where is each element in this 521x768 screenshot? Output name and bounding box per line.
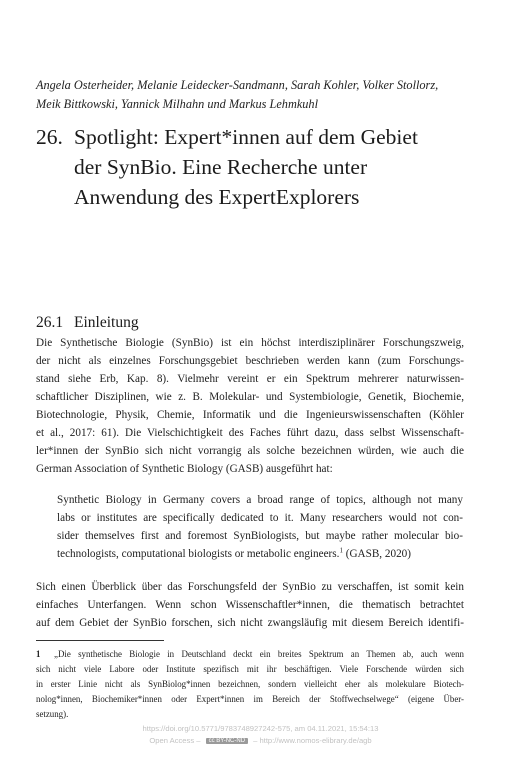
author-line: Angela Osterheider, Melanie Leidecker-Sandmann, Sarah Kohler, Volker Stollorz, [36, 78, 439, 92]
open-access-label: Open Access – [149, 736, 201, 745]
paragraph-overview [36, 578, 464, 632]
footnote-line: in erster Linie nicht als SynBiolog*innen bezeichnen, sondern vielleicht eher als molekulare Biotech- [36, 679, 464, 689]
section-title: Einleitung [74, 314, 139, 331]
text-line: einfaches Unterfangen. Wenn schon Wissenschaftler*innen, die thematisch betrachtet [36, 599, 464, 611]
cc-license-icon[interactable]: cc BY-NC-ND [206, 738, 248, 744]
section-heading [36, 313, 139, 333]
footnote-reference[interactable]: 1 [339, 546, 343, 555]
text-line: auf dem Gebiet der SynBio forschen, sich nicht zwangsläufig mit diesem Bereich identifi- [36, 617, 464, 629]
chapter-number: 26. [36, 125, 63, 149]
text-line: Biotechnologie, Physik, Chemie, Informatik und die Ingenieurswissenschaften (Köhler [36, 409, 464, 421]
quote-text: technologists, computational biologists or metabolic engineers. [57, 548, 340, 560]
quote-line: Synthetic Biology in Germany covers a broad range of topics, although not many [57, 494, 463, 506]
footer-license [0, 736, 521, 745]
quote-line-last [57, 545, 463, 563]
footnote-mark: 1 [36, 649, 41, 659]
footnote-line: nolog*innen, Biochemiker*innen oder Expert*innen im Bereich der Stoffwechselwege“ (eigene Über- [36, 694, 464, 704]
footnote-line [36, 647, 464, 662]
footer-doi[interactable]: https://doi.org/10.5771/9783748927242-575, am 04.11.2021, 15:54:13 [142, 724, 379, 733]
text-line: der nicht als einzelnes Forschungsgebiet beschrieben werden kann (zum Forschungs- [36, 355, 464, 367]
quote-citation: (GASB, 2020) [342, 548, 411, 560]
quote-line: sider themselves first and foremost SynBiologists, but maybe rather molecular bio- [57, 530, 463, 542]
paragraph-intro [36, 334, 464, 478]
chapter-title-line: der SynBio. Eine Recherche unter [74, 155, 368, 179]
chapter-title-line: Spotlight: Expert*innen auf dem Gebiet [74, 125, 418, 149]
footnote-first-line: „Die synthetische Biologie in Deutschland deckt ein breites Spektrum an Themen ab, auch wenn [54, 649, 464, 659]
text-line: et al., 2017: 61). Die Vielschichtigkeit des Faches führt dazu, dass selbst Wissenschaft- [36, 427, 464, 439]
text-line: German Association of Synthetic Biology (GASB) ausgeführt hat: [36, 463, 333, 475]
text-line: Sich einen Überblick über das Forschungsfeld der SynBio zu verschaffen, ist somit kein [36, 581, 464, 593]
text-line: Die Synthetische Biologie (SynBio) ist ein höchst interdisziplinärer Forschungszweig, [36, 337, 464, 349]
quote-line: labs or institutes are specifically dedicated to it. Many researchers would not con- [57, 512, 463, 524]
text-line: ler*innen der SynBio sich nicht vorrangig als solche bezeichnen würden, wie auch die [36, 445, 464, 457]
section-number: 26.1 [36, 314, 64, 331]
text-line: schaftlicher Disziplinen, wie z. B. Molekular- und Systembiologie, Genetik, Biochemie, [36, 391, 464, 403]
footnote-line: sich nicht viele Labore oder Institute spezifisch mit ihr beschäftigen. Viele Forschende würden sich [36, 664, 464, 674]
author-line: Meik Bittkowski, Yannick Milhahn und Markus Lehmkuhl [36, 97, 318, 111]
footnote [36, 647, 464, 722]
chapter-title-line: Anwendung des ExpertExplorers [74, 185, 360, 209]
footer-license-url[interactable]: – http://www.nomos-elibrary.de/agb [253, 736, 372, 745]
author-list [36, 76, 476, 114]
footnote-separator [36, 640, 164, 641]
block-quote [57, 491, 463, 563]
footnote-line: setzung). [36, 709, 69, 719]
text-line: stand siehe Erb, Kap. 8). Vielmehr vereint er ein Spektrum mehrerer naturwissen- [36, 373, 464, 385]
